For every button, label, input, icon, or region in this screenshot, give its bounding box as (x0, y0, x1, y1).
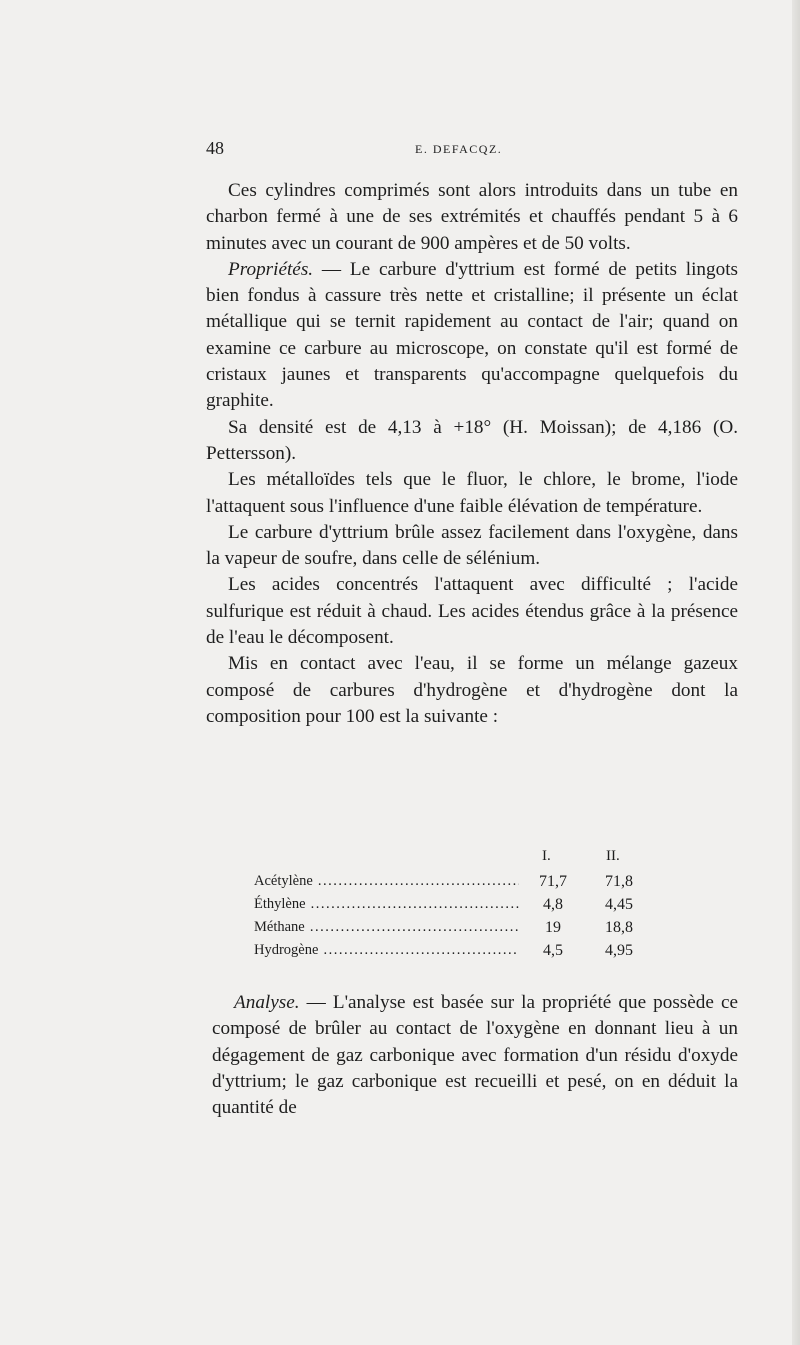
body-text (206, 178, 738, 730)
page-edge (792, 0, 800, 1345)
paragraph: Analyse. — L'analyse est basée sur la propriété que possède ce composé de brûler au contact de l'oxygène en donnant lieu à un dégagement de gaz carbonique avec formation d'un résidu d'oxyde d'yttrium; le gaz carbonique est recueilli et pesé, on en déduit la quantité de (212, 992, 738, 1119)
value-col-2: 71,8 (605, 873, 633, 890)
table-row (254, 870, 714, 893)
paragraph: Mis en contact avec l'eau, il se forme un mélange gazeux composé de carbures d'hydrogène et d'hydrogène dont la composition pour 100 est la suivante : (206, 653, 738, 727)
paragraph: Propriétés. — Le carbure d'yttrium est formé de petits lingots bien fondus à cassure très nette et cristalline; il présente un éclat métallique qui se ternit rapidement au contact de l'air; quand on examine ce carbure au microscope, on constate qu'il est formé de cristaux jaunes et transparents qu'accompagne quelquefois du graphite. (206, 258, 738, 412)
column-header-1: I. (542, 848, 551, 864)
table-row (254, 893, 714, 916)
paragraph: Sa densité est de 4,13 à +18° (H. Moissan); de 4,186 (O. Pettersson). (206, 416, 738, 464)
analyse-section (212, 990, 738, 1121)
section-lead: Analyse. (234, 992, 300, 1013)
composition-table (254, 848, 714, 962)
page-number: 48 (206, 138, 224, 158)
page-header (206, 138, 746, 164)
paragraph: Les métalloïdes tels que le fluor, le chlore, le brome, l'iode l'attaquent sous l'influence d'une faible élévation de température. (206, 469, 738, 517)
paragraph: Ces cylindres comprimés sont alors introduits dans un tube en charbon fermé à une de ses extrémités et chauffés pendant 5 à 6 minutes avec un courant de 900 ampères et de 50 volts. (206, 180, 738, 254)
row-label: Éthylène ..... (254, 893, 519, 916)
value-col-1: 19 (545, 919, 561, 936)
value-col-2: 4,45 (605, 896, 633, 913)
value-col-2: 18,8 (605, 919, 633, 936)
row-label: Acétylène ..... (254, 870, 519, 893)
table-row (254, 916, 714, 939)
paragraph: Le carbure d'yttrium brûle assez facilement dans l'oxygène, dans la vapeur de soufre, dans celle de sélénium. (206, 521, 738, 570)
table-row (254, 939, 714, 962)
value-col-1: 71,7 (539, 873, 567, 890)
row-label: Méthane ..... (254, 916, 519, 939)
value-col-2: 4,95 (605, 942, 633, 959)
column-header-2: II. (606, 848, 620, 864)
value-col-1: 4,5 (543, 942, 563, 959)
table-header (254, 848, 714, 870)
row-label: Hydrogène ..... (254, 939, 519, 962)
section-lead: Propriétés. (228, 258, 314, 280)
value-col-1: 4,8 (543, 896, 563, 913)
paragraph: Les acides concentrés l'attaquent avec difficulté ; l'acide sulfurique est réduit à chaud. Les acides étendus grâce à la présence de l'eau le décomposent. (206, 574, 738, 649)
running-head: E. DEFACQZ. (415, 142, 503, 156)
